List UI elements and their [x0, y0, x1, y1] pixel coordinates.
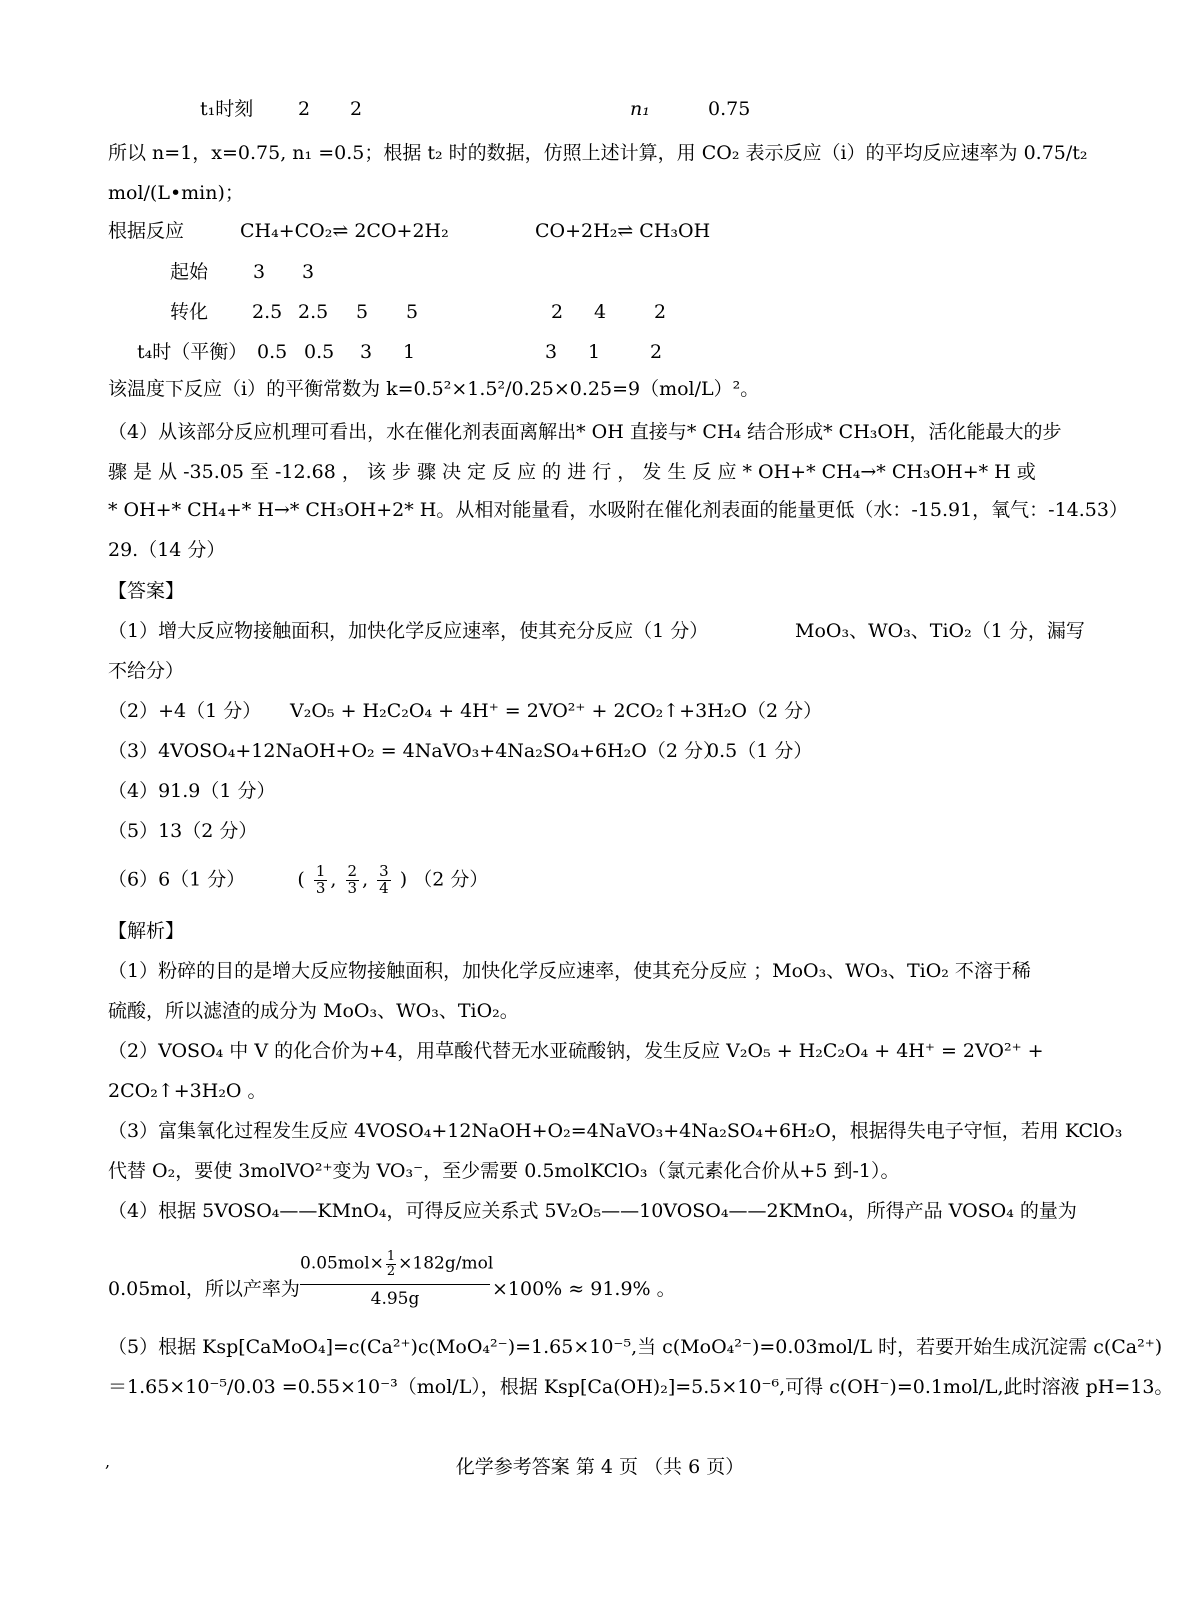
answer-6-label: （6）6（1 分） — [108, 868, 246, 891]
analysis-heading: 【解析】 — [108, 920, 185, 942]
answer-6-paren: ( — [297, 868, 305, 891]
page-footer: 化学参考答案 第 4 页 （共 6 页） — [455, 1456, 745, 1478]
reaction-equation-1: CH₄+CO₂⇌ 2CO+2H₂ — [240, 220, 449, 242]
answer-5: （5）13（2 分） — [108, 820, 258, 842]
equilibrium-constant-line: 该温度下反应（i）的平衡常数为 k=0.5²×1.5²/0.25×0.25=9（mol/L）²。 — [108, 378, 760, 400]
analysis-3: 代替 O₂，要使 3molVO²⁺变为 VO₃⁻，至少需要 0.5molKClO₃（氯元素化合价从+5 到-1）。 — [108, 1160, 900, 1182]
analysis-4-yield-label: 0.05mol，所以产率为 — [108, 1278, 300, 1300]
analysis-1: 硫酸，所以滤渣的成分为 MoO₃、WO₃、TiO₂。 — [108, 1000, 519, 1022]
answer-1: 不给分） — [108, 660, 185, 682]
answer-2: （2）+4（1 分） — [108, 700, 262, 722]
half-fraction: $\frac{1}{2}$ — [386, 1249, 396, 1279]
fraction: $\frac{3}{4}$ — [379, 862, 389, 897]
t1-row-value: 2 — [298, 98, 311, 120]
answer-4: （4）91.9（1 分） — [108, 780, 276, 802]
analysis-3: （3）富集氧化过程发生反应 4VOSO₄+12NaOH+O₂=4NaVO₃+4Na₂SO₄+6H₂O，根据得失电子守恒，若用 KClO₃ — [108, 1120, 1123, 1142]
answer-3: （3）4VOSO₄+12NaOH+O₂ = 4NaVO₃+4Na₂SO₄+6H₂O（2 分） — [108, 740, 722, 762]
answer-6-paren: ) — [399, 868, 408, 891]
question-number: 29.（14 分） — [108, 539, 226, 561]
analysis-5: ＝1.65×10⁻⁵/0.03 =0.55×10⁻³（mol/L），根据 Ksp[Ca(OH)₂]=5.5×10⁻⁶,可得 c(OH⁻)=0.1mol/L,此时溶液 pH=13。 — [108, 1376, 1174, 1398]
table-cell: 2 — [654, 301, 667, 323]
analysis-2: （2）VOSO₄ 中 V 的化合价为+4，用草酸代替无水亚硫酸钠，发生反应 V₂O₅ + H₂C₂O₄ + 4H⁺ = 2VO²⁺ + — [108, 1040, 1044, 1062]
row-label-start: 起始 — [170, 261, 209, 283]
yield-denominator: 4.95g — [370, 1289, 420, 1310]
table-cell: 3 — [253, 261, 266, 283]
answer-2: V₂O₅ + H₂C₂O₄ + 4H⁺ = 2VO²⁺ + 2CO₂↑+3H₂O（2 分） — [290, 700, 823, 722]
footer-mark: , — [105, 1452, 111, 1471]
table-cell: 2 — [650, 341, 663, 363]
fraction: $\frac{2}{3}$ — [347, 862, 358, 897]
table-cell: 4 — [594, 301, 607, 323]
text-line: 所以 n=1，x=0.75, n₁ =0.5；根据 t₂ 时的数据，仿照上述计算，用 CO₂ 表示反应（i）的平均反应速率为 0.75/t₂ — [108, 142, 1088, 164]
analysis-2: 2CO₂↑+3H₂O 。 — [108, 1080, 267, 1102]
fraction-bar — [300, 1284, 490, 1285]
answer-6-score: （2 分） — [413, 868, 489, 891]
answer-1: MoO₃、WO₃、TiO₂（1 分，漏写 — [795, 620, 1085, 642]
table-cell: 1 — [403, 341, 416, 363]
reaction-label: 根据反应 — [108, 220, 185, 242]
yield-numerator: 0.05mol× $\frac{1}{2}$ ×182g/mol — [300, 1249, 494, 1279]
table-cell: 5 — [406, 301, 419, 323]
t1-row-label: t₁时刻 — [200, 98, 254, 120]
answer-6: （6）6（1 分） ( $\frac{1}{3}$ , $\frac{2}{3}$ , $\frac{3}{4}$ ) （2 分） — [108, 862, 489, 897]
analysis-4-yield-result: ×100% ≈ 91.9% 。 — [492, 1278, 676, 1300]
table-cell: 3 — [545, 341, 558, 363]
row-label-change: 转化 — [170, 301, 209, 323]
text-line: mol/(L•min)； — [108, 182, 244, 204]
table-cell: 3 — [302, 261, 315, 283]
analysis-4: （4）根据 5VOSO₄——KMnO₄，可得反应关系式 5V₂O₅——10VOSO₄——2KMnO₄，所得产品 VOSO₄ 的量为 — [108, 1200, 1077, 1222]
t1-row-value: 2 — [350, 98, 363, 120]
yield-fraction — [300, 1249, 494, 1310]
table-cell: 0.5 — [304, 341, 335, 363]
analysis-5: （5）根据 Ksp[CaMoO₄]=c(Ca²⁺)c(MoO₄²⁻)=1.65×10⁻⁵,当 c(MoO₄²⁻)=0.03mol/L 时，若要开始生成沉淀需 c(Ca²⁺) — [108, 1336, 1163, 1358]
answer-1: （1）增大反应物接触面积，加快化学反应速率，使其充分反应（1 分） — [108, 620, 709, 642]
t1-row-value: n₁ — [630, 98, 650, 120]
table-cell: 2 — [551, 301, 564, 323]
row-label-equilibrium: t₄时（平衡） — [137, 341, 248, 363]
reaction-equation-2: CO+2H₂⇌ CH₃OH — [535, 220, 711, 242]
fraction: $\frac{1}{3}$ — [315, 862, 326, 897]
table-cell: 0.5 — [257, 341, 288, 363]
analysis-1: （1）粉碎的目的是增大反应物接触面积，加快化学反应速率，使其充分反应 ；MoO₃、WO₃、TiO₂ 不溶于稀 — [108, 960, 1031, 982]
answer-3: 0.5（1 分） — [707, 740, 813, 762]
table-cell: 3 — [360, 341, 373, 363]
paragraph-4: （4）从该部分反应机理可看出，水在催化剂表面离解出* OH 直接与* CH₄ 结合形成* CH₃OH，活化能最大的步 — [108, 421, 1062, 443]
paragraph-4: * OH+* CH₄+* H→* CH₃OH+2* H。从相对能量看，水吸附在催化剂表面的能量更低（水：-15.91，氧气：-14.53） — [108, 499, 1128, 521]
table-cell: 5 — [356, 301, 369, 323]
t1-row-value: 0.75 — [708, 98, 751, 120]
table-cell: 2.5 — [252, 301, 283, 323]
table-cell: 2.5 — [298, 301, 329, 323]
table-cell: 1 — [588, 341, 601, 363]
paragraph-4: 骤 是 从 -35.05 至 -12.68 ， 该 步 骤 决 定 反 应 的 进 行 ， 发 生 反 应 * OH+* CH₄→* CH₃OH+* H 或 — [108, 461, 1036, 483]
answer-heading: 【答案】 — [108, 580, 185, 602]
